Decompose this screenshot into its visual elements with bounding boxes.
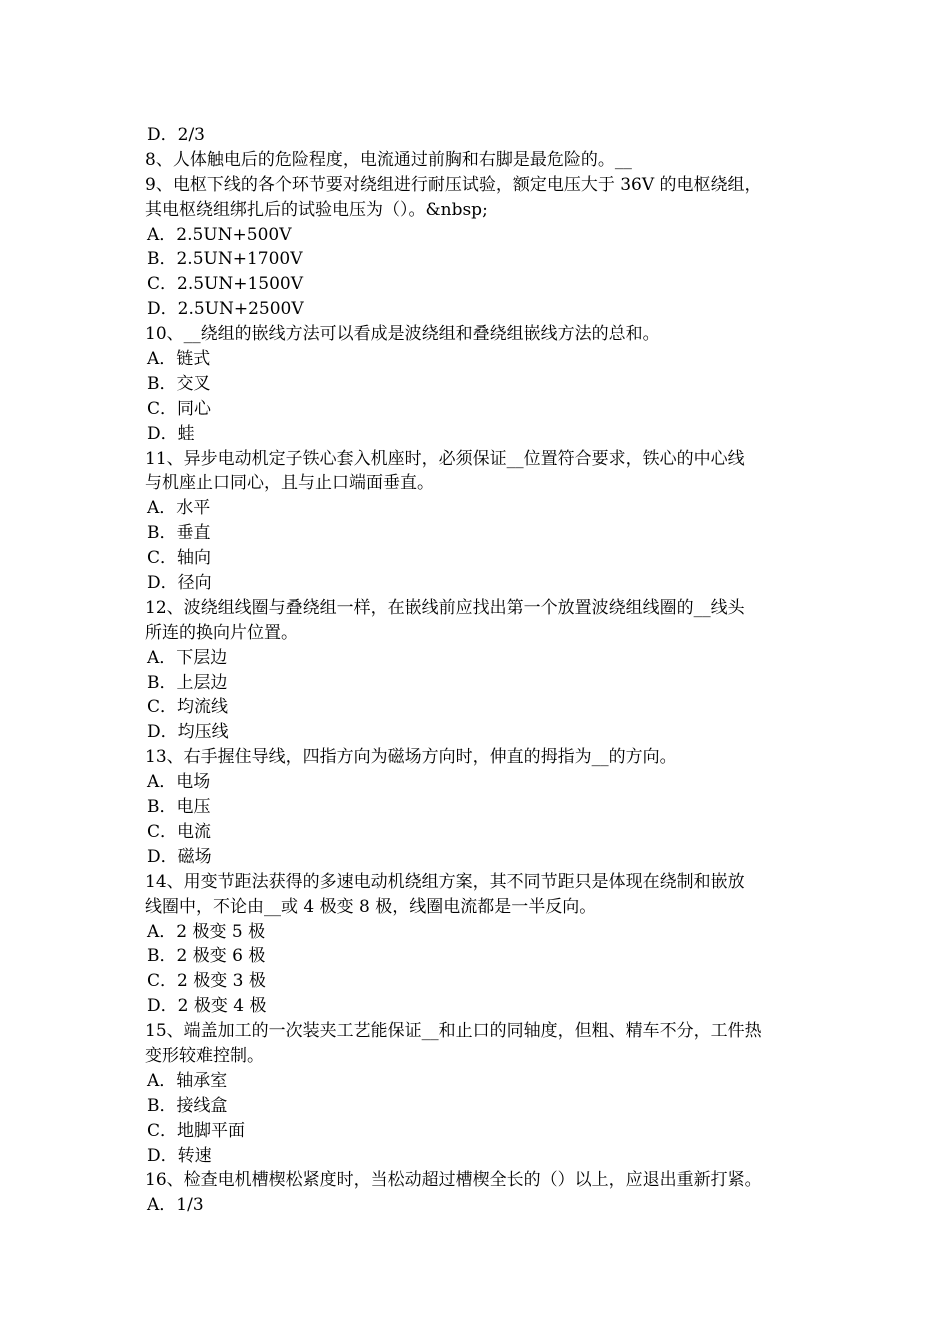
answer-option: A．1/3: [147, 1195, 204, 1216]
question-text: 14、用变节距法获得的多速电动机绕组方案，其不同节距只是体现在绕制和嵌放: [145, 871, 745, 892]
question-text: 11、异步电动机定子铁心套入机座时，必须保证__位置符合要求，铁心的中心线: [145, 448, 745, 469]
answer-option: D．均压线: [147, 722, 229, 743]
document-body: [145, 123, 817, 1218]
answer-option: A．轴承室: [147, 1070, 228, 1091]
answer-option: D．2.5UN+2500V: [147, 299, 304, 320]
question-text: 与机座止口同心，且与止口端面垂直。: [145, 473, 434, 494]
question-text: 线圈中，不论由__或 4 极变 8 极，线圈电流都是一半反向。: [145, 896, 597, 917]
answer-option: B．接线盒: [147, 1095, 228, 1116]
answer-option: D．转速: [147, 1145, 212, 1166]
question-text: 9、电枢下线的各个环节要对绕组进行耐压试验，额定电压大于 36V 的电枢绕组，: [145, 174, 762, 195]
answer-option: C．2.5UN+1500V: [147, 274, 304, 295]
answer-option: C．电流: [147, 821, 212, 842]
question-text: 12、波绕组线圈与叠绕组一样，在嵌线前应找出第一个放置波绕组线圈的__线头: [145, 597, 745, 618]
answer-option: B．电压: [147, 797, 211, 818]
answer-option: C．均流线: [147, 697, 229, 718]
question-text: 所连的换向片位置。: [145, 622, 298, 643]
answer-option: A．电场: [147, 772, 211, 793]
answer-option: C．2 极变 3 极: [147, 971, 266, 992]
answer-option: D．2/3: [147, 125, 205, 145]
answer-option: C．同心: [147, 398, 212, 419]
answer-option: D．蛙: [147, 423, 195, 444]
answer-option: A．水平: [147, 498, 211, 519]
answer-option: B．2 极变 6 极: [147, 946, 266, 967]
answer-option: D．径向: [147, 573, 212, 594]
question-text: 变形较难控制。: [145, 1045, 264, 1066]
answer-option: B．上层边: [147, 672, 228, 693]
answer-option: C．轴向: [147, 548, 212, 569]
question-text: 15、端盖加工的一次装夹工艺能保证__和止口的同轴度，但粗、精车不分，工件热: [145, 1021, 762, 1042]
answer-option: C．地脚平面: [147, 1120, 246, 1141]
answer-option: A．2 极变 5 极: [147, 921, 266, 942]
question-text: 其电枢绕组绑扎后的试验电压为（）。&nbsp;: [145, 199, 488, 220]
answer-option: B．2.5UN+1700V: [147, 249, 303, 270]
answer-option: A．链式: [147, 349, 211, 370]
answer-option: B．垂直: [147, 523, 211, 544]
answer-option: B．交叉: [147, 373, 211, 394]
question-text: 16、检查电机槽楔松紧度时，当松动超过槽楔全长的（）以上，应退出重新打紧。: [145, 1170, 762, 1191]
answer-option: D．2 极变 4 极: [147, 996, 267, 1017]
answer-option: A．2.5UN+500V: [147, 224, 292, 245]
question-text: 10、__绕组的嵌线方法可以看成是波绕组和叠绕组嵌线方法的总和。: [145, 324, 660, 345]
answer-option: A．下层边: [147, 647, 228, 668]
question-text: 13、右手握住导线，四指方向为磁场方向时，伸直的拇指为__的方向。: [145, 747, 677, 768]
answer-option: D．磁场: [147, 846, 212, 867]
question-text: 8、人体触电后的危险程度，电流通过前胸和右脚是最危险的。__: [145, 149, 632, 170]
